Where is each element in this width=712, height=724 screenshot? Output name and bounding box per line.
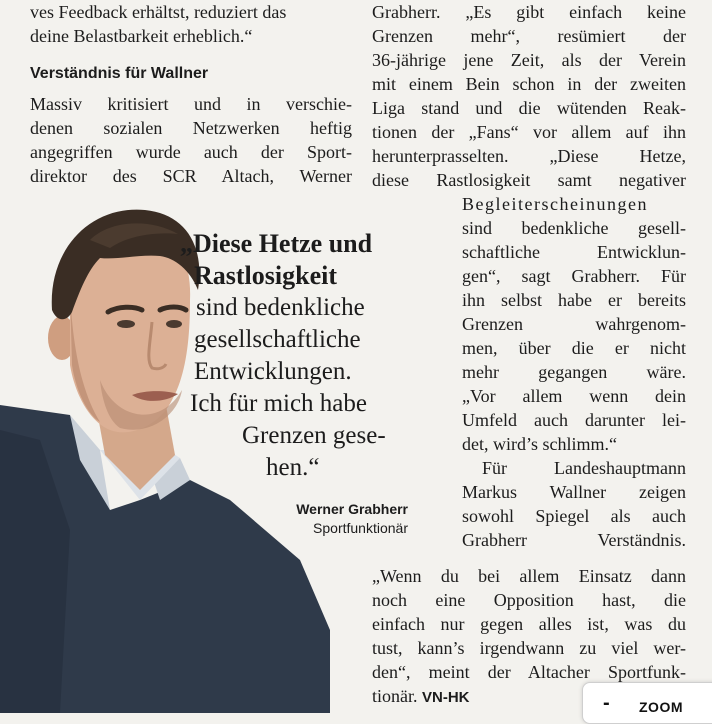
body-line: angegriffen wurde auch der Sport-	[30, 142, 352, 162]
body-line: tust, kann’s irgendwann zu viel wer-	[372, 638, 686, 658]
quote-source	[248, 500, 408, 538]
body-line: „Wenn du bei allem Einsatz dann	[372, 566, 686, 586]
body-line: denen sozialen Netzwerken heftig	[30, 118, 352, 138]
quote-line: Rastlosigkeit	[194, 261, 337, 290]
body-line: Begleiterscheinungen	[462, 194, 648, 214]
body-line: deine Belastbarkeit erheblich.“	[30, 26, 253, 46]
body-line: 36-jährige jene Zeit, als der Verein	[372, 50, 686, 70]
body-line: gen“, sagt Grabherr. Für	[462, 266, 686, 286]
body-line: Grenzen mehr“, resümiert der	[372, 26, 686, 46]
body-line: mit einem Bein schon in der zweiten	[372, 74, 686, 94]
body-line: einfach nur gegen alles ist, was du	[372, 614, 686, 634]
body-line: men, über die er nicht	[462, 338, 686, 358]
body-line: Grenzen wahrgenom-	[462, 314, 686, 334]
author-credit: VN-HK	[422, 689, 470, 706]
body-line: direktor des SCR Altach, Werner	[30, 166, 352, 186]
zoom-control[interactable]	[582, 682, 712, 724]
body-line: diese Rastlosigkeit samt negativer	[372, 170, 686, 190]
body-line: Umfeld auch darunter lei-	[462, 410, 686, 430]
quote-author: Werner Grabherr	[296, 501, 408, 517]
quote-line: hen.“	[266, 454, 320, 481]
body-line: Massiv kritisiert und in verschie-	[30, 94, 352, 114]
left-column	[30, 0, 352, 188]
section-subhead: Verständnis für Wallner	[30, 65, 209, 82]
body-line: Grabherr. „Es gibt einfach keine	[372, 2, 686, 22]
right-column	[372, 0, 686, 192]
quote-line: Entwicklungen.	[194, 358, 352, 385]
body-line: mehr gegangen wäre.	[462, 362, 686, 382]
pull-quote	[180, 228, 420, 484]
body-line: det, wird’s schlimm.“	[462, 434, 617, 454]
body-line: Grabherr Verständnis.	[462, 530, 686, 550]
right-column-narrow	[462, 192, 686, 552]
quote-author-role: Sportfunktionär	[313, 520, 408, 536]
body-text: tionär.	[372, 686, 418, 706]
body-line: „Vor allem wenn dein	[462, 386, 686, 406]
quote-line: Grenzen gese-	[242, 422, 386, 449]
quote-line: „Diese Hetze und	[180, 229, 373, 258]
body-line: Liga stand und die wütenden Reak-	[372, 98, 686, 118]
body-line: schaftliche Entwicklun-	[462, 242, 686, 262]
quote-line: gesellschaftliche	[194, 326, 361, 353]
body-line: noch eine Opposition hast, die	[372, 590, 686, 610]
quote-line: Ich für mich habe	[190, 390, 368, 417]
body-line: tionen der „Fans“ vor allem auf ihn	[372, 122, 686, 142]
zoom-out-button[interactable]: -	[603, 692, 610, 714]
body-line: Für Landeshauptmann	[482, 458, 686, 478]
zoom-label: ZOOM	[639, 699, 683, 715]
body-line: den“, meint der Altacher Sportfunk-	[372, 662, 686, 682]
body-line: Markus Wallner zeigen	[462, 482, 686, 502]
body-line: ves Feedback erhältst, reduziert das	[30, 2, 287, 22]
body-line: ihn selbst habe er bereits	[462, 290, 686, 310]
body-line: sowohl Spiegel als auch	[462, 506, 686, 526]
quote-line: sind bedenkliche	[196, 294, 365, 321]
body-line: sind bedenkliche gesell-	[462, 218, 686, 238]
body-line: herunterprasselten. „Diese Hetze,	[372, 146, 686, 166]
